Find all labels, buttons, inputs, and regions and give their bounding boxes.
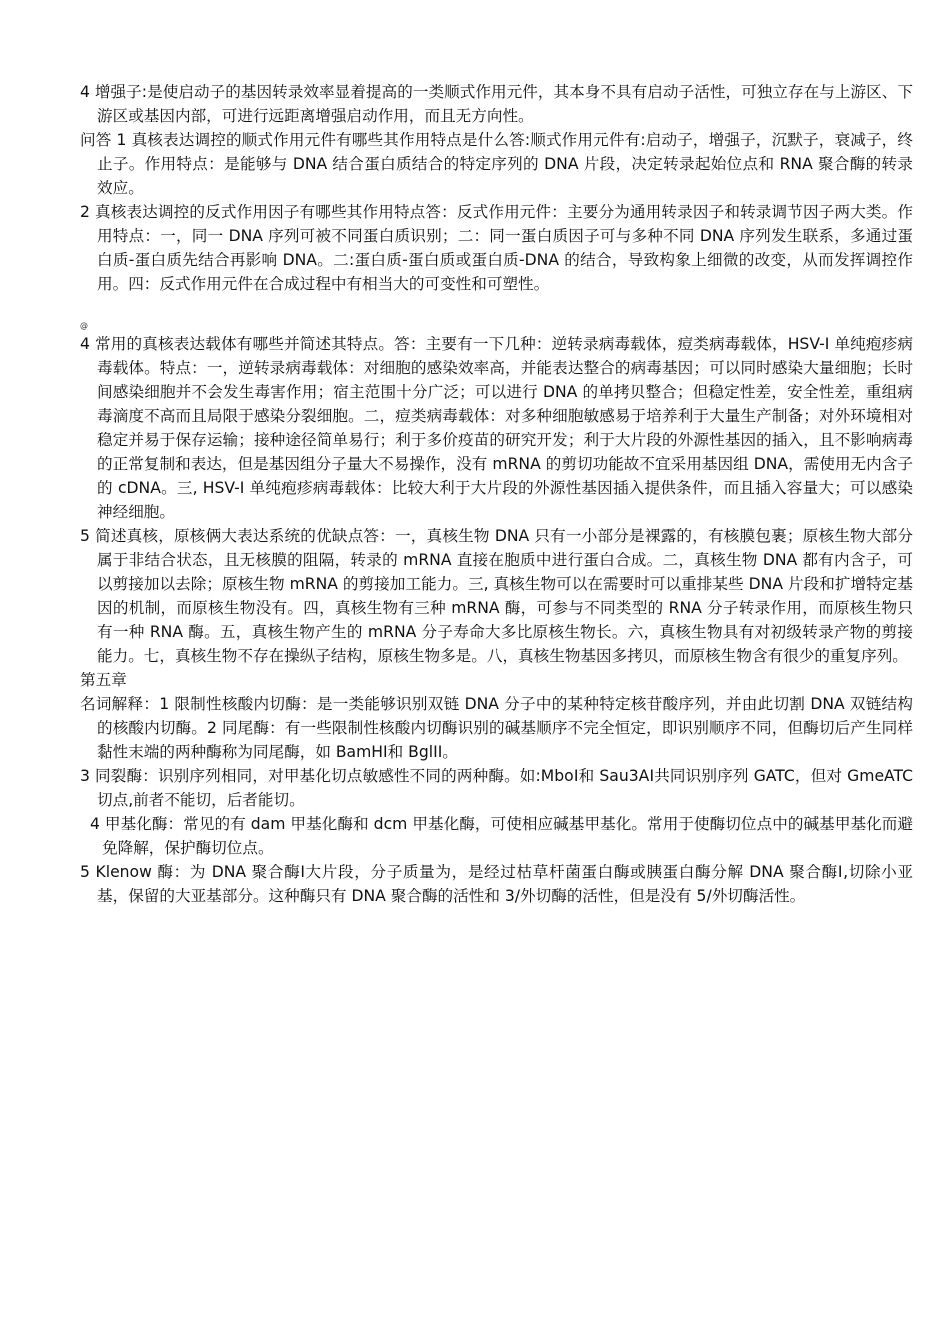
paragraph-terms: 名词解释：1 限制性核酸内切酶：是一类能够识别双链 DNA 分子中的某种特定核苷酸序列，并由此切割 DNA 双链结构的核酸内切酶。2 同尾酶：有一些限制性核酸内切酶识别的碱基顺序不完全恒定，即识别顺序不同，但酶切后产生同样黏性末端的两种酶称为同尾酶，如 BamHⅠ和 BglII。 bbox=[80, 695, 913, 761]
paragraph-question-2: 2 真核表达调控的反式作用因子有哪些其作用特点答：反式作用元件：主要分为通用转录因子和转录调节因子两大类。作用特点：一，同一 DNA 序列可被不同蛋白质识别；二：同一蛋白质因子可与多种不同 DNA 序列发生联系，多通过蛋白质-蛋白质先结合再影响 DNA。二:蛋白质-蛋白质或蛋白质-DNA 的结合，导致构象上细微的改变，从而发挥调控作用。四：反式作用元件在合成过程中有相当大的可变性和可塑性。 bbox=[80, 203, 913, 293]
paragraph-question-5: 5 简述真核，原核俩大表达系统的优缺点答：一，真核生物 DNA 只有一小部分是裸露的，有核膜包裹；原核生物大部分属于非结合状态，且无核膜的阻隔，转录的 mRNA 直接在胞质中进行蛋白合成。二，真核生物 DNA 都有内含子，可以剪接加以去除；原核生物 mRNA 的剪接加工能力。三, 真核生物可以在需要时可以重排某些 DNA 片段和扩增特定基因的机制，而原核生物没有。四，真核生物有三种 mRNA 酶，可参与不同类型的 RNA 分子转录作用，而原核生物只有一种 RNA 酶。五，真核生物产生的 mRNA 分子寿命大多比原核生物长。六，真核生物具有对初级转录产物的剪接能力。七，真核生物不存在操纵子结构，原核生物多是。八，真核生物基因多拷贝，而原核生物含有很少的重复序列。 bbox=[80, 527, 913, 665]
document-page bbox=[80, 80, 913, 908]
paragraph-isoschizomer: 3 同裂酶：识别序列相同，对甲基化切点敏感性不同的两种酶。如:MboⅠ和 Sau3AⅠ共同识别序列 GATC，但对 GmeATC 切点,前者不能切，后者能切。 bbox=[80, 767, 913, 809]
blank-line bbox=[80, 296, 913, 320]
paragraph-question-1: 问答 1 真核表达调控的顺式作用元件有哪些其作用特点是什么答:顺式作用元件有:启动子，增强子，沉默子，衰减子，终止子。作用特点：是能够与 DNA 结合蛋白质结合的特定序列的 DNA 片段，决定转录起始位点和 RNA 聚合酶的转录效应。 bbox=[80, 131, 913, 197]
paragraph-enhancer: 4 增强子:是使启动子的基因转录效率显着提高的一类顺式作用元件，其本身不具有启动子活性，可独立存在与上游区、下游区或基因内部，可进行远距离增强启动作用，而且无方向性。 bbox=[80, 83, 913, 125]
paragraph-question-4: 4 常用的真核表达载体有哪些并简述其特点。答：主要有一下几种：逆转录病毒载体，痘类病毒载体，HSV-I 单纯疱疹病毒载体。特点：一，逆转录病毒载体：对细胞的感染效率高，并能表达整合的病毒基因；可以同时感染大量细胞；长时间感染细胞并不会发生毒害作用；宿主范围十分广泛；可以进行 DNA 的单拷贝整合；但稳定性差，安全性差，重组病毒滴度不高而且局限于感染分裂细胞。二，痘类病毒载体：对多种细胞敏感易于培养利于大量生产制备；对外环境相对稳定并易于保存运输；接种途径简单易行；利于多价疫苗的研究开发；利于大片段的外源性基因的插入，且不影响病毒的正常复制和表达，但是基因组分子量大不易操作，没有 mRNA 的剪切功能故不宜采用基因组 DNA，需使用无内含子的 cDNA。三, HSV-I 单纯疱疹病毒载体：比较大利于大片段的外源性基因插入提供条件，而且插入容量大；可以感染神经细胞。 bbox=[80, 335, 913, 521]
chapter-heading: 第五章 bbox=[80, 671, 127, 689]
stray-mark: @ bbox=[80, 321, 88, 330]
paragraph-methylase: 4 甲基化酶：常见的有 dam 甲基化酶和 dcm 甲基化酶，可使相应碱基甲基化。常用于使酶切位点中的碱基甲基化而避免降解，保护酶切位点。 bbox=[90, 815, 913, 857]
paragraph-klenow: 5 Klenow 酶：为 DNA 聚合酶Ⅰ大片段，分子质量为，是经过枯草杆菌蛋白酶或胰蛋白酶分解 DNA 聚合酶Ⅰ,切除小亚基，保留的大亚基部分。这种酶只有 DNA 聚合酶的活性和 3/外切酶的活性，但是没有 5/外切酶活性。 bbox=[80, 863, 913, 905]
